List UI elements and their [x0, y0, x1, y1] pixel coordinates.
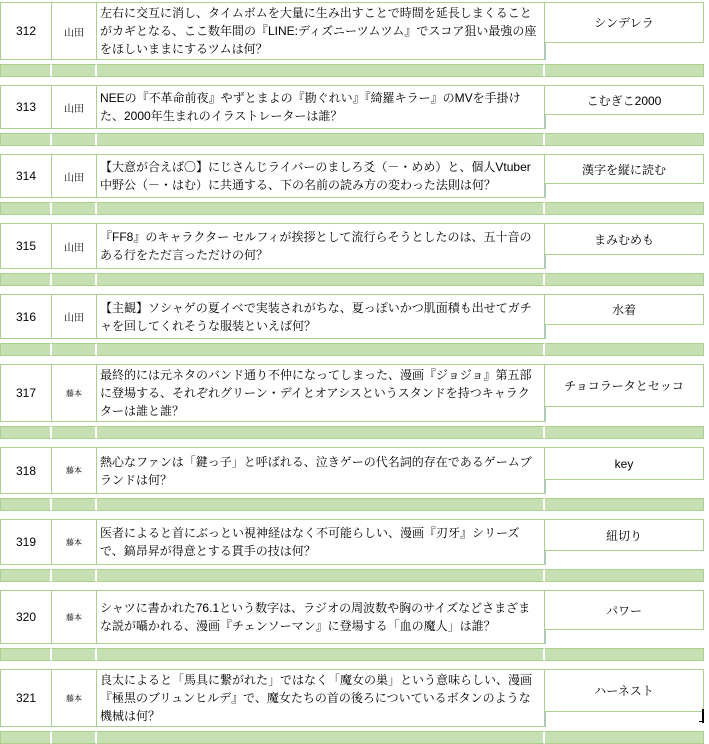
row-number-cell[interactable]: 316	[0, 294, 52, 339]
row-number-cell[interactable]: 312	[0, 2, 52, 60]
answer-below-gap	[545, 43, 704, 60]
answer-below-gap	[545, 255, 704, 269]
author-cell[interactable]: 山田	[52, 85, 97, 129]
separator-cell	[97, 343, 545, 356]
separator-cell	[97, 731, 545, 744]
separator-cell	[545, 202, 704, 215]
separator-cell	[0, 731, 52, 744]
answer-column	[545, 223, 704, 269]
answer-cell[interactable]: 漢字を縦に読む	[545, 154, 704, 184]
author-cell[interactable]: 山田	[52, 294, 97, 339]
answer-column	[545, 154, 704, 198]
separator-row	[0, 202, 704, 215]
answer-below-gap	[545, 407, 704, 422]
separator-row	[0, 273, 704, 286]
answer-column	[545, 447, 704, 494]
question-row-320	[0, 590, 704, 644]
author-cell[interactable]: 藤本	[52, 590, 97, 644]
author-cell[interactable]: 藤本	[52, 447, 97, 494]
separator-cell	[0, 648, 52, 661]
separator-cell	[52, 731, 97, 744]
answer-below-gap	[545, 712, 704, 727]
author-cell[interactable]: 山田	[52, 154, 97, 198]
separator-cell	[97, 273, 545, 286]
answer-column	[545, 590, 704, 644]
text-cursor-artifact	[702, 709, 704, 723]
question-cell[interactable]: 【主観】ソシャゲの夏イベで実装されがちな、夏っぽいかつ肌面積も出せてガチャを回してくれそうな服装といえば何？	[97, 294, 545, 339]
separator-cell	[97, 202, 545, 215]
separator-cell	[52, 648, 97, 661]
answer-cell[interactable]: 紐切り	[545, 519, 704, 551]
question-cell[interactable]: 【大意が合えば〇】にじさんじライバーのましろ爻（－・めめ）と、個人Vtuber中野公（－・はむ）に共通する、下の名前の読み方の変わった法則は何？	[97, 154, 545, 198]
author-cell[interactable]: 山田	[52, 2, 97, 60]
separator-cell	[52, 343, 97, 356]
separator-cell	[52, 569, 97, 582]
row-number-cell[interactable]: 320	[0, 590, 52, 644]
separator-cell	[52, 273, 97, 286]
separator-row	[0, 64, 704, 77]
answer-below-gap	[545, 551, 704, 565]
answer-column	[545, 519, 704, 565]
answer-below-gap	[545, 115, 704, 129]
question-row-319	[0, 519, 704, 565]
answer-below-gap	[545, 184, 704, 198]
question-cell[interactable]: 最終的には元ネタのバンド通り不仲になってしまった、漫画『ジョジョ』第五部に登場する、それぞれグリーン・デイとオアシスというスタンドを持つキャラクターは誰と誰？	[97, 364, 545, 422]
separator-cell	[0, 133, 52, 146]
separator-cell	[0, 64, 52, 77]
separator-row	[0, 569, 704, 582]
row-number-cell[interactable]: 318	[0, 447, 52, 494]
answer-cell[interactable]: パワー	[545, 590, 704, 630]
row-number-cell[interactable]: 321	[0, 669, 52, 727]
question-row-313	[0, 85, 704, 129]
separator-cell	[545, 343, 704, 356]
answer-below-gap	[545, 480, 704, 494]
answer-cell[interactable]: まみむめも	[545, 223, 704, 255]
question-row-312	[0, 2, 704, 60]
answer-cell[interactable]: key	[545, 447, 704, 480]
answer-column	[545, 294, 704, 339]
question-row-316	[0, 294, 704, 339]
separator-row	[0, 133, 704, 146]
answer-column	[545, 669, 704, 727]
separator-row	[0, 731, 704, 744]
separator-cell	[0, 498, 52, 511]
separator-cell	[545, 426, 704, 439]
question-cell[interactable]: NEEの『不革命前夜』やずとまよの『勘ぐれい』『綺羅キラー』のMVを手掛けた、2000年生まれのイラストレーターは誰？	[97, 85, 545, 129]
answer-column	[545, 364, 704, 422]
question-row-321	[0, 669, 704, 727]
question-cell[interactable]: シャツに書かれた76.1という数字は、ラジオの周波数や胸のサイズなどさまざまな説が囁かれる、漫画『チェンソーマン』に登場する「血の魔人」は誰？	[97, 590, 545, 644]
author-cell[interactable]: 藤本	[52, 519, 97, 565]
row-number-cell[interactable]: 315	[0, 223, 52, 269]
separator-cell	[97, 133, 545, 146]
separator-cell	[0, 426, 52, 439]
separator-row	[0, 343, 704, 356]
separator-cell	[0, 569, 52, 582]
row-number-cell[interactable]: 319	[0, 519, 52, 565]
question-cell[interactable]: 熱心なファンは「鍵っ子」と呼ばれる、泣きゲーの代名詞的存在であるゲームブランドは何？	[97, 447, 545, 494]
separator-row	[0, 648, 704, 661]
answer-cell[interactable]: 水着	[545, 294, 704, 325]
row-number-cell[interactable]: 314	[0, 154, 52, 198]
question-row-318	[0, 447, 704, 494]
question-cell[interactable]: 『FF8』のキャラクター セルフィが挨拶として流行らそうとしたのは、五十音のある行をただ言っただけの何？	[97, 223, 545, 269]
separator-cell	[545, 569, 704, 582]
separator-cell	[0, 202, 52, 215]
answer-below-gap	[545, 325, 704, 339]
question-row-315	[0, 223, 704, 269]
separator-cell	[545, 648, 704, 661]
separator-cell	[545, 64, 704, 77]
author-cell[interactable]: 藤本	[52, 669, 97, 727]
separator-cell	[545, 731, 704, 744]
question-row-314	[0, 154, 704, 198]
separator-row	[0, 426, 704, 439]
answer-cell[interactable]: チョコラータとセッコ	[545, 364, 704, 407]
separator-cell	[52, 202, 97, 215]
row-number-cell[interactable]: 317	[0, 364, 52, 422]
separator-cell	[0, 273, 52, 286]
separator-cell	[0, 343, 52, 356]
separator-cell	[52, 64, 97, 77]
answer-cell[interactable]: シンデレラ	[545, 2, 704, 43]
separator-cell	[97, 569, 545, 582]
question-cell[interactable]: 医者によると首にぶっとい視神経はなく不可能らしい、漫画『刃牙』シリーズで、鎬昂昇が得意とする貫手の技は何？	[97, 519, 545, 565]
separator-cell	[52, 133, 97, 146]
question-cell[interactable]: 良太によると「馬具に繋がれた」ではなく「魔女の巣」という意味らしい、漫画『極黒のブリュンヒルデ』で、魔女たちの首の後ろについているボタンのような機械は何？	[97, 669, 545, 727]
answer-cell[interactable]: ハーネスト	[545, 669, 704, 712]
question-row-317	[0, 364, 704, 422]
answer-below-gap	[545, 630, 704, 644]
separator-cell	[545, 273, 704, 286]
separator-cell	[545, 498, 704, 511]
separator-cell	[97, 498, 545, 511]
separator-cell	[52, 498, 97, 511]
separator-row	[0, 498, 704, 511]
answer-cell[interactable]: こむぎこ2000	[545, 85, 704, 115]
author-cell[interactable]: 山田	[52, 223, 97, 269]
row-number-cell[interactable]: 313	[0, 85, 52, 129]
separator-cell	[52, 426, 97, 439]
separator-cell	[97, 648, 545, 661]
answer-column	[545, 85, 704, 129]
separator-cell	[97, 426, 545, 439]
answer-column	[545, 2, 704, 60]
separator-cell	[97, 64, 545, 77]
author-cell[interactable]: 藤本	[52, 364, 97, 422]
separator-cell	[545, 133, 704, 146]
question-cell[interactable]: 左右に交互に消し、タイムボムを大量に生み出すことで時間を延長しまくることがカギとなる、ここ数年間の『LINE:ディズニーツムツム』でスコア狙い最強の座をほしいままにするツムは何？	[97, 2, 545, 60]
